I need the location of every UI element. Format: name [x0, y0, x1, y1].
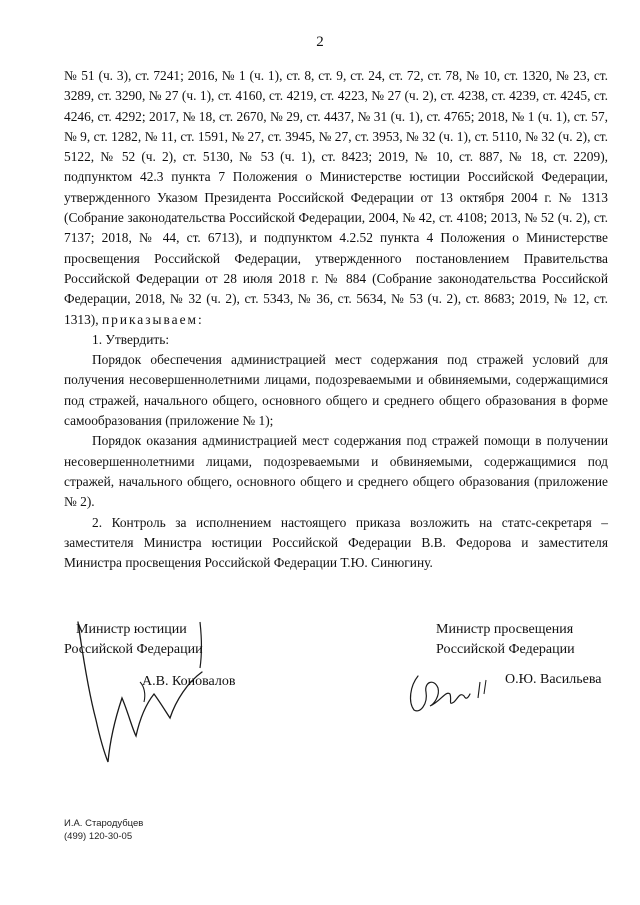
approve-paragraph-2: Порядок оказания администрацией мест содержания под стражей помощи в получении несовершеннолетними лицами, подозреваемыми и обвиняемыми, содержащимися под стражей, начального общего, основного общего и среднего общего образования (приложение № 2). — [64, 433, 608, 510]
executor-phone: (499) 120-30-05 — [64, 831, 133, 842]
legal-basis-paragraph — [64, 66, 608, 330]
right-signer-title-line1: Министр просвещения — [436, 622, 574, 637]
item-2-control-paragraph: 2. Контроль за исполнением настоящего приказа возложить на статс-секретаря – заместителя Министра юстиции Российской Федерации В.В. Федорова и заместителя Министра просвещения Российской Федерации Т.Ю. Синюгину. — [64, 514, 608, 571]
left-signer-name: А.В. Коновалов — [142, 674, 236, 689]
approve-paragraph-1: Порядок обеспечения администрацией мест содержания под стражей условий для получения несовершеннолетними лицами, подозреваемыми и обвиняемыми, содержащимися под стражей, начального общего, основного общего и среднего общего образования в форме самообразования (приложение № 1); — [64, 352, 608, 429]
right-signer-title-line2: Российской Федерации — [436, 642, 575, 657]
signature-block-right — [436, 620, 575, 660]
right-signer-name: О.Ю. Васильева — [505, 672, 602, 687]
legal-basis-text: № 51 (ч. 3), ст. 7241; 2016, № 1 (ч. 1), ст. 8, ст. 9, ст. 24, ст. 72, ст. 78, № 10, ст. 1320, № 23, ст. 3289, ст. 3290, № 27 (ч. 1), ст. 4160, ст. 4219, ст. 4223, № 27 (ч. 2), ст. 4238, ст. 4239, ст. 4245, ст. 4246, ст. 4292; 2017, № 18, ст. 2670, № 29, ст. 4437, № 31 (ч. 1), ст. 4765; 2018, № 1 (ч. 1), ст. 57, № 9, ст. 1282, № 11, ст. 1591, № 27, ст. 3945, № 27, ст. 3953, № 32 (ч. 1), ст. 5110, № 32 (ч. 2), ст. 5122, № 52 (ч. 2), ст. 5130, № 53 (ч. 1), ст. 8423; 2019, № 10, ст. 887, № 18, ст. 2209), подпунктом 42.3 пункта 7 Положения о Министерстве юстиции Российской Федерации, утвержденного Указом Президента Российской Федерации от 13 октября 2004 г. № 1313 (Собрание законодательства Российской Федерации, 2004, № 42, ст. 4108; 2013, № 52 (ч. 2), ст. 7137; 2018, № 44, ст. 6713), и подпунктом 4.2.52 пункта 4 Положения о Министерстве просвещения Российской Федерации, утвержденного постановлением Правительства Российской Федерации от 28 июля 2018 г. № 884 (Собрание законодательства Российской Федерации, 2018, № 32 (ч. 2), ст. 5343, № 36, ст. 5634, № 53 (ч. 2), ст. 8683; 2019, № 12, ст. 1313), — [64, 68, 608, 327]
document-body — [64, 66, 608, 573]
executor-block — [64, 817, 143, 843]
item-1-heading: 1. Утвердить: — [92, 331, 170, 347]
left-signer-title-line2: Российской Федерации — [64, 642, 203, 657]
left-signer-title-line1: Министр юстиции — [76, 622, 187, 637]
handwritten-signature-right-icon — [400, 668, 495, 718]
order-word: приказываем: — [101, 311, 204, 327]
executor-name: И.А. Стародубцев — [64, 818, 144, 829]
signature-block-left — [64, 620, 236, 689]
page-number: 2 — [316, 34, 324, 50]
